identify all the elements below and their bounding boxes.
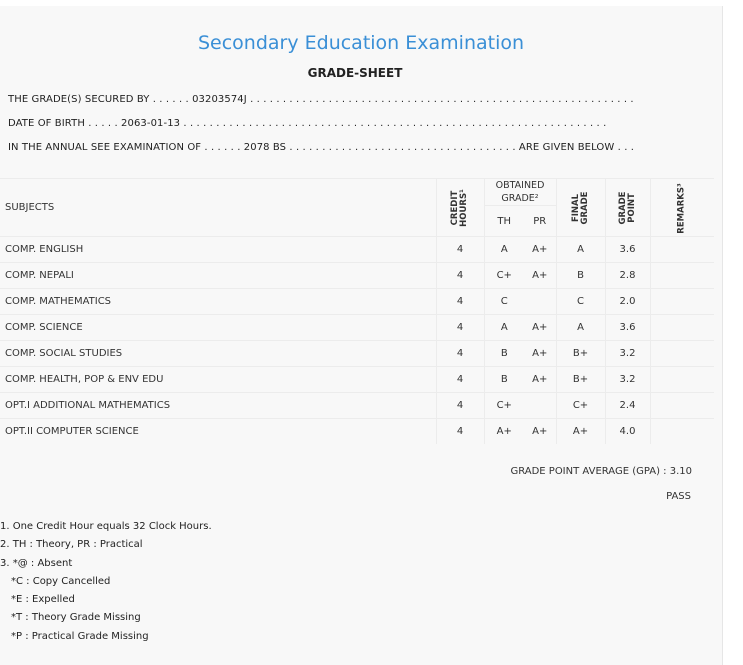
grade-point-cell: 3.2 [605, 367, 650, 393]
final-grade-cell: B+ [556, 367, 605, 393]
pr-header: PR [524, 206, 556, 237]
credit-cell: 4 [436, 237, 484, 263]
table-row [0, 367, 714, 393]
footnote-item: *E : Expelled [11, 594, 75, 606]
table-header-row [0, 179, 714, 206]
grade-point-cell: 2.8 [605, 263, 650, 289]
grade-point-cell: 3.6 [605, 315, 650, 341]
th-grade-cell: C+ [484, 263, 524, 289]
grade-sheet [0, 6, 723, 665]
subject-cell: COMP. HEALTH, POP & ENV EDU [0, 367, 436, 393]
pr-grade-cell [524, 393, 556, 419]
subject-cell: COMP. SCIENCE [0, 315, 436, 341]
pr-grade-cell [524, 289, 556, 315]
grade-sheet-heading: GRADE-SHEET [307, 66, 403, 80]
th-grade-cell: C+ [484, 393, 524, 419]
subject-cell: COMP. MATHEMATICS [0, 289, 436, 315]
result-status: PASS [666, 491, 691, 502]
footnote-item: 1. One Credit Hour equals 32 Clock Hours. [0, 521, 212, 532]
grade-point-cell: 3.6 [605, 237, 650, 263]
remarks-cell [650, 393, 714, 419]
final-grade-cell: C+ [556, 393, 605, 419]
remarks-label: REMARKS³ [676, 183, 687, 234]
table-row [0, 315, 714, 341]
secured-by-line: THE GRADE(S) SECURED BY . . . . . . 03203574J . . . . . . . . . . . . . . . . . . . . . . . . . . . . . . . . . . . . . . . . . . . . . . . . . . . . . . . . . . . [8, 94, 634, 105]
subject-cell: COMP. SOCIAL STUDIES [0, 341, 436, 367]
footnote-item: *T : Theory Grade Missing [11, 612, 141, 624]
footnote-item: *P : Practical Grade Missing [11, 630, 149, 642]
grade-point-cell: 4.0 [605, 419, 650, 445]
credit-cell: 4 [436, 367, 484, 393]
grades-table [0, 178, 714, 444]
th-grade-cell: C [484, 289, 524, 315]
th-grade-cell: B [484, 367, 524, 393]
credit-cell: 4 [436, 419, 484, 445]
final-grade-cell: B [556, 263, 605, 289]
remarks-cell [650, 341, 714, 367]
credit-cell: 4 [436, 263, 484, 289]
th-grade-cell: A [484, 237, 524, 263]
footnotes [0, 518, 212, 646]
subject-cell: OPT.II COMPUTER SCIENCE [0, 419, 436, 445]
final-grade-cell: A [556, 237, 605, 263]
subject-cell: OPT.I ADDITIONAL MATHEMATICS [0, 393, 436, 419]
grade-point-cell: 3.2 [605, 341, 650, 367]
table-row [0, 341, 714, 367]
final-grade-cell: A [556, 315, 605, 341]
remarks-cell [650, 367, 714, 393]
exam-session-line: IN THE ANNUAL SEE EXAMINATION OF . . . . . . 2078 BS . . . . . . . . . . . . . . . . . . . . . . . . . . . . . . . . . . . ARE GIVEN BELOW . . . [8, 142, 635, 153]
th-grade-cell: A [484, 315, 524, 341]
pr-grade-cell: A+ [524, 419, 556, 445]
grade-rows [0, 237, 714, 445]
pr-grade-cell: A+ [524, 367, 556, 393]
footnote-item: *C : Copy Cancelled [11, 575, 111, 587]
final-grade-cell: C [556, 289, 605, 315]
th-grade-cell: B [484, 341, 524, 367]
gpa-summary: GRADE POINT AVERAGE (GPA) : 3.10 [510, 466, 692, 477]
pr-grade-cell: A+ [524, 237, 556, 263]
credit-cell: 4 [436, 289, 484, 315]
credit-hours-label: CREDIT HOURS¹ [450, 188, 469, 227]
pr-grade-cell: A+ [524, 315, 556, 341]
credit-cell: 4 [436, 315, 484, 341]
grade-point-cell: 2.4 [605, 393, 650, 419]
subject-cell: COMP. ENGLISH [0, 237, 436, 263]
credit-hours-header [436, 179, 484, 237]
obtained-grade-header: OBTAINED GRADE² [484, 179, 556, 206]
table-row [0, 263, 714, 289]
table-row [0, 289, 714, 315]
grade-point-label: GRADE POINT [617, 191, 637, 224]
th-grade-cell: A+ [484, 419, 524, 445]
pr-grade-cell: A+ [524, 263, 556, 289]
credit-cell: 4 [436, 393, 484, 419]
grade-point-header [605, 179, 650, 237]
table-row [0, 419, 714, 445]
table-row [0, 393, 714, 419]
footnote-item: 2. TH : Theory, PR : Practical [0, 539, 143, 551]
pr-grade-cell: A+ [524, 341, 556, 367]
final-grade-cell: A+ [556, 419, 605, 445]
table-row [0, 237, 714, 263]
final-grade-header [556, 179, 605, 237]
remarks-cell [650, 237, 714, 263]
final-grade-label: FINAL GRADE [570, 191, 590, 224]
remarks-cell [650, 419, 714, 445]
footnote-item: 3. *@ : Absent [0, 557, 73, 569]
remarks-cell [650, 315, 714, 341]
subject-cell: COMP. NEPALI [0, 263, 436, 289]
remarks-header [650, 179, 714, 237]
remarks-cell [650, 263, 714, 289]
exam-title: Secondary Education Examination [197, 32, 525, 54]
remarks-cell [650, 289, 714, 315]
th-header: TH [484, 206, 524, 237]
date-of-birth-line: DATE OF BIRTH . . . . . 2063-01-13 . . . . . . . . . . . . . . . . . . . . . . . . . . . . . . . . . . . . . . . . . . . . . . . . . . . . . . . . . . . . . . . . . [8, 118, 607, 129]
grade-point-cell: 2.0 [605, 289, 650, 315]
credit-cell: 4 [436, 341, 484, 367]
subjects-header: SUBJECTS [0, 179, 436, 237]
final-grade-cell: B+ [556, 341, 605, 367]
